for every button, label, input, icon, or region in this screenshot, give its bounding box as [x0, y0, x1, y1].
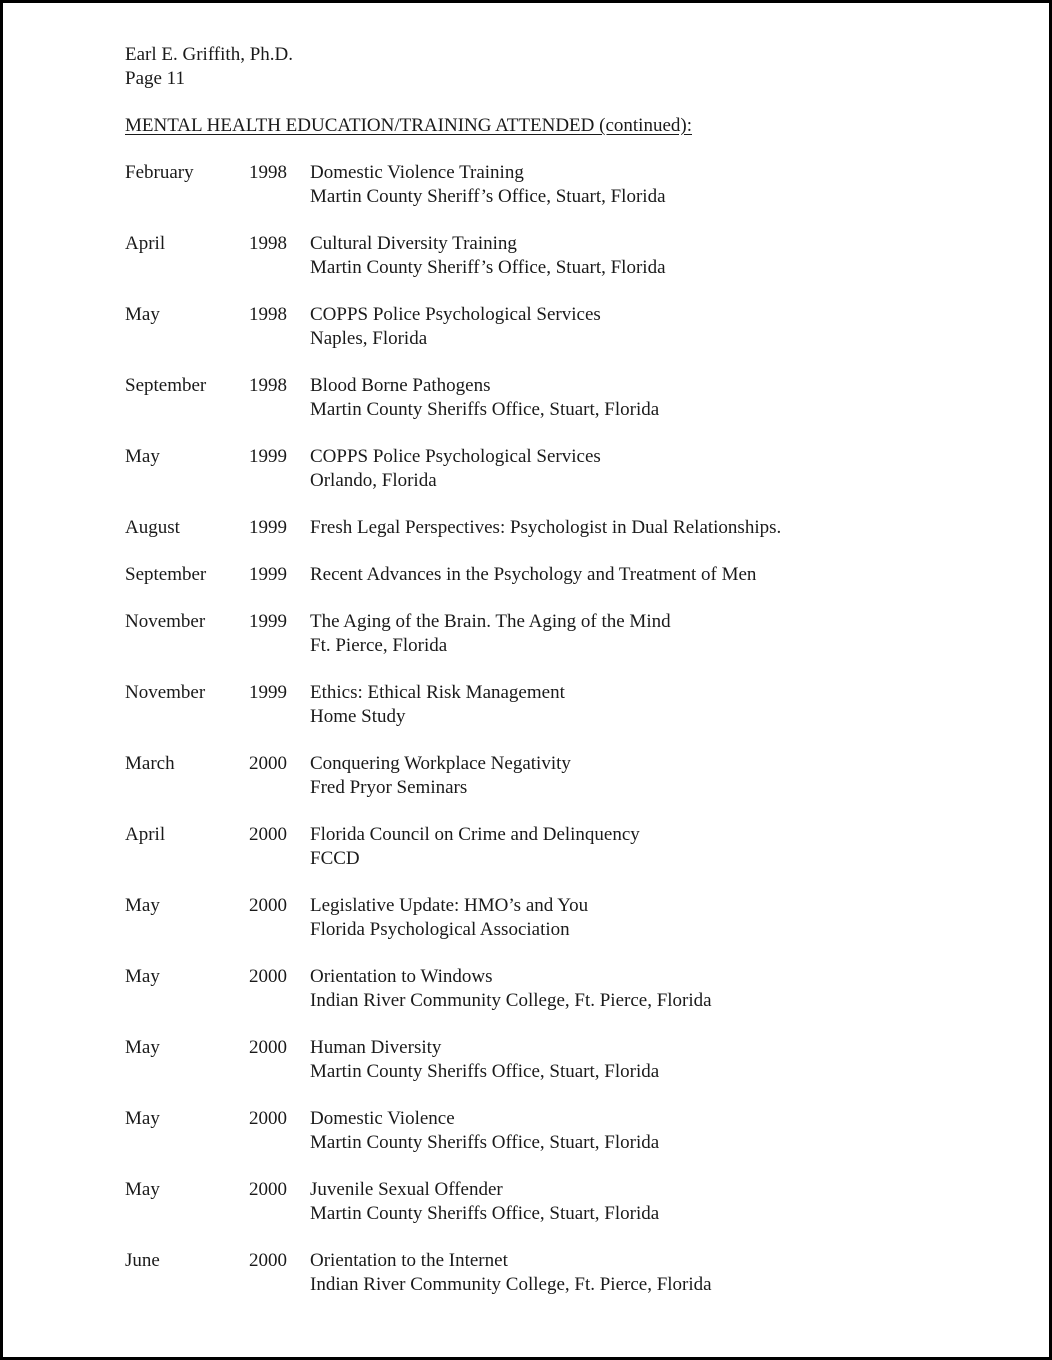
entry-month: May	[125, 446, 160, 467]
entry-details	[310, 1249, 712, 1296]
entry-title: Human Diversity	[310, 1037, 442, 1058]
list-item	[125, 516, 1005, 563]
entry-month: May	[125, 304, 160, 325]
entry-details	[310, 161, 666, 208]
entry-month: September	[125, 375, 207, 396]
entry-title: Ethics: Ethical Risk Management	[310, 682, 565, 703]
list-item	[125, 232, 1005, 303]
entry-year: 1998	[249, 375, 287, 396]
page-number: Page 11	[125, 67, 185, 89]
entry-year: 2000	[249, 824, 287, 845]
entry-year: 1999	[249, 611, 287, 632]
list-item	[125, 1249, 1005, 1320]
entry-title: Cultural Diversity Training	[310, 233, 517, 254]
entry-month: September	[125, 564, 207, 585]
entry-title: Domestic Violence Training	[310, 162, 524, 183]
entry-details	[310, 374, 659, 421]
entry-details	[310, 232, 666, 279]
list-item	[125, 303, 1005, 374]
entry-month: August	[125, 517, 180, 538]
entry-details	[310, 516, 781, 540]
entry-title: Florida Council on Crime and Delinquency	[310, 824, 640, 845]
entry-month: November	[125, 682, 206, 703]
entry-details	[310, 965, 712, 1012]
list-item	[125, 374, 1005, 445]
entry-location: Home Study	[310, 705, 406, 727]
entry-location: Martin County Sheriffs Office, Stuart, Florida	[310, 398, 660, 420]
entry-month: May	[125, 895, 160, 916]
entry-month: May	[125, 966, 160, 987]
list-item	[125, 610, 1005, 681]
entry-year: 2000	[249, 1250, 287, 1271]
page-header	[125, 43, 293, 90]
entry-year: 1998	[249, 233, 287, 254]
entry-title: COPPS Police Psychological Services	[310, 304, 601, 325]
entry-title: The Aging of the Brain. The Aging of the Mind	[310, 611, 671, 632]
list-item	[125, 161, 1005, 232]
entry-details	[310, 1107, 659, 1154]
list-item	[125, 965, 1005, 1036]
list-item	[125, 445, 1005, 516]
entry-year: 2000	[249, 1179, 287, 1200]
entry-year: 1998	[249, 162, 287, 183]
list-item	[125, 894, 1005, 965]
section-heading: MENTAL HEALTH EDUCATION/TRAINING ATTENDED (continued):	[125, 115, 692, 136]
list-item	[125, 1107, 1005, 1178]
list-item	[125, 752, 1005, 823]
entry-details	[310, 563, 756, 587]
list-item	[125, 681, 1005, 752]
entry-title: Orientation to Windows	[310, 966, 493, 987]
entry-month: May	[125, 1108, 160, 1129]
entry-details	[310, 445, 601, 492]
entry-location: Martin County Sheriff’s Office, Stuart, Florida	[310, 256, 666, 278]
entry-location: Martin County Sheriffs Office, Stuart, Florida	[310, 1060, 660, 1082]
entry-location: Fred Pryor Seminars	[310, 776, 468, 798]
entry-month: February	[125, 162, 194, 183]
entry-location: Martin County Sheriffs Office, Stuart, Florida	[310, 1202, 660, 1224]
entry-month: April	[125, 233, 166, 254]
entry-location: Indian River Community College, Ft. Pierce, Florida	[310, 1273, 712, 1295]
entry-location: Martin County Sheriff’s Office, Stuart, Florida	[310, 185, 666, 207]
list-item	[125, 563, 1005, 610]
entry-location: Indian River Community College, Ft. Pierce, Florida	[310, 989, 712, 1011]
entry-year: 1999	[249, 682, 287, 703]
entry-year: 2000	[249, 895, 287, 916]
entry-month: June	[125, 1250, 160, 1271]
entry-year: 2000	[249, 966, 287, 987]
entry-location: Florida Psychological Association	[310, 918, 570, 940]
entry-details	[310, 303, 601, 350]
entry-title: Recent Advances in the Psychology and Treatment of Men	[310, 564, 757, 585]
training-entries-list	[125, 161, 1005, 1320]
entry-location: Naples, Florida	[310, 327, 428, 349]
entry-month: March	[125, 753, 175, 774]
entry-title: Fresh Legal Perspectives: Psychologist in Dual Relationships.	[310, 517, 782, 538]
entry-details	[310, 1178, 659, 1225]
entry-title: Conquering Workplace Negativity	[310, 753, 571, 774]
entry-details	[310, 752, 571, 799]
entry-year: 1998	[249, 304, 287, 325]
entry-location: Orlando, Florida	[310, 469, 437, 491]
entry-details	[310, 894, 588, 941]
entry-title: Domestic Violence	[310, 1108, 455, 1129]
entry-title: Blood Borne Pathogens	[310, 375, 491, 396]
entry-year: 1999	[249, 517, 287, 538]
list-item	[125, 1178, 1005, 1249]
entry-title: Orientation to the Internet	[310, 1250, 508, 1271]
entry-location: FCCD	[310, 847, 360, 869]
entry-month: May	[125, 1037, 160, 1058]
list-item	[125, 1036, 1005, 1107]
entry-year: 1999	[249, 564, 287, 585]
entry-year: 2000	[249, 753, 287, 774]
entry-month: November	[125, 611, 206, 632]
entry-year: 1999	[249, 446, 287, 467]
entry-year: 2000	[249, 1037, 287, 1058]
entry-location: Ft. Pierce, Florida	[310, 634, 448, 656]
entry-title: COPPS Police Psychological Services	[310, 446, 601, 467]
list-item	[125, 823, 1005, 894]
entry-details	[310, 1036, 659, 1083]
entry-year: 2000	[249, 1108, 287, 1129]
entry-details	[310, 823, 640, 870]
entry-title: Legislative Update: HMO’s and You	[310, 895, 589, 916]
entry-details	[310, 681, 565, 728]
entry-location: Martin County Sheriffs Office, Stuart, Florida	[310, 1131, 660, 1153]
entry-title: Juvenile Sexual Offender	[310, 1179, 503, 1200]
entry-details	[310, 610, 671, 657]
entry-month: April	[125, 824, 166, 845]
entry-month: May	[125, 1179, 160, 1200]
author-name: Earl E. Griffith, Ph.D.	[125, 44, 293, 65]
